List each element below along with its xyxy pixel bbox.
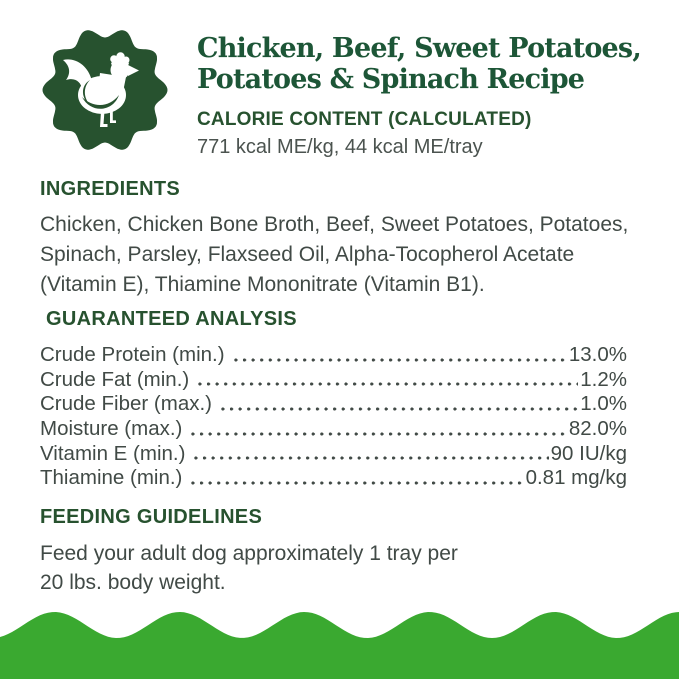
guaranteed-analysis-section xyxy=(40,308,627,491)
dot-leader xyxy=(219,405,578,413)
analysis-row xyxy=(40,392,627,417)
analysis-label: Crude Fiber (max.) xyxy=(40,392,213,416)
analysis-label: Crude Fat (min.) xyxy=(40,367,190,391)
analysis-row xyxy=(40,417,627,442)
badge-seal-svg xyxy=(42,27,168,153)
analysis-value: 82.0% xyxy=(568,417,627,441)
analysis-value: 0.81 mg/kg xyxy=(525,466,627,490)
dot-leader xyxy=(196,380,578,388)
feeding-guidelines-section xyxy=(40,506,458,597)
ingredients-text: Chicken, Chicken Bone Broth, Beef, Sweet Potatoes, Potatoes, Spinach, Parsley, Flaxseed Oil, Alpha-Tocopherol Acetate (Vitamin E), Thiamine Mononitrate (Vitamin B1). xyxy=(40,213,629,296)
calorie-content-value: 771 kcal ME/kg, 44 kcal ME/tray xyxy=(197,136,483,158)
dot-leader xyxy=(189,479,523,487)
dot-leader xyxy=(232,356,567,364)
analysis-value: 90 IU/kg xyxy=(550,441,627,465)
analysis-value: 1.2% xyxy=(580,367,627,391)
dot-leader xyxy=(189,430,566,438)
chicken-badge xyxy=(42,27,168,153)
analysis-label: Thiamine (min.) xyxy=(40,466,183,490)
analysis-label: Moisture (max.) xyxy=(40,417,183,441)
analysis-row xyxy=(40,466,627,491)
wave-shape xyxy=(0,612,679,679)
analysis-value: 1.0% xyxy=(580,392,627,416)
analysis-row xyxy=(40,442,627,467)
calorie-content-heading: CALORIE CONTENT (CALCULATED) xyxy=(197,109,532,130)
analysis-value: 13.0% xyxy=(568,343,627,366)
wave-border xyxy=(0,600,679,679)
guaranteed-analysis-heading: GUARANTEED ANALYSIS xyxy=(46,308,297,330)
recipe-title-line-1: Chicken, Beef, Sweet Potatoes, xyxy=(197,33,641,64)
dot-leader xyxy=(192,454,548,462)
recipe-title-line-2: Potatoes & Spinach Recipe xyxy=(197,64,585,95)
ingredients-heading: INGREDIENTS xyxy=(40,178,180,200)
feeding-guidelines-line-1: Feed your adult dog approximately 1 tray per xyxy=(40,542,458,565)
feeding-guidelines-line-2: 20 lbs. body weight. xyxy=(40,571,226,594)
header xyxy=(197,33,667,159)
feeding-guidelines-text xyxy=(40,539,458,597)
analysis-row xyxy=(40,368,627,393)
analysis-label: Crude Protein (min.) xyxy=(40,343,225,366)
feeding-guidelines-heading: FEEDING GUIDELINES xyxy=(40,506,263,528)
analysis-row xyxy=(40,343,627,368)
analysis-label: Vitamin E (min.) xyxy=(40,441,186,465)
guaranteed-analysis-table xyxy=(40,343,627,491)
ingredients-section xyxy=(40,178,634,300)
recipe-title xyxy=(197,33,667,95)
